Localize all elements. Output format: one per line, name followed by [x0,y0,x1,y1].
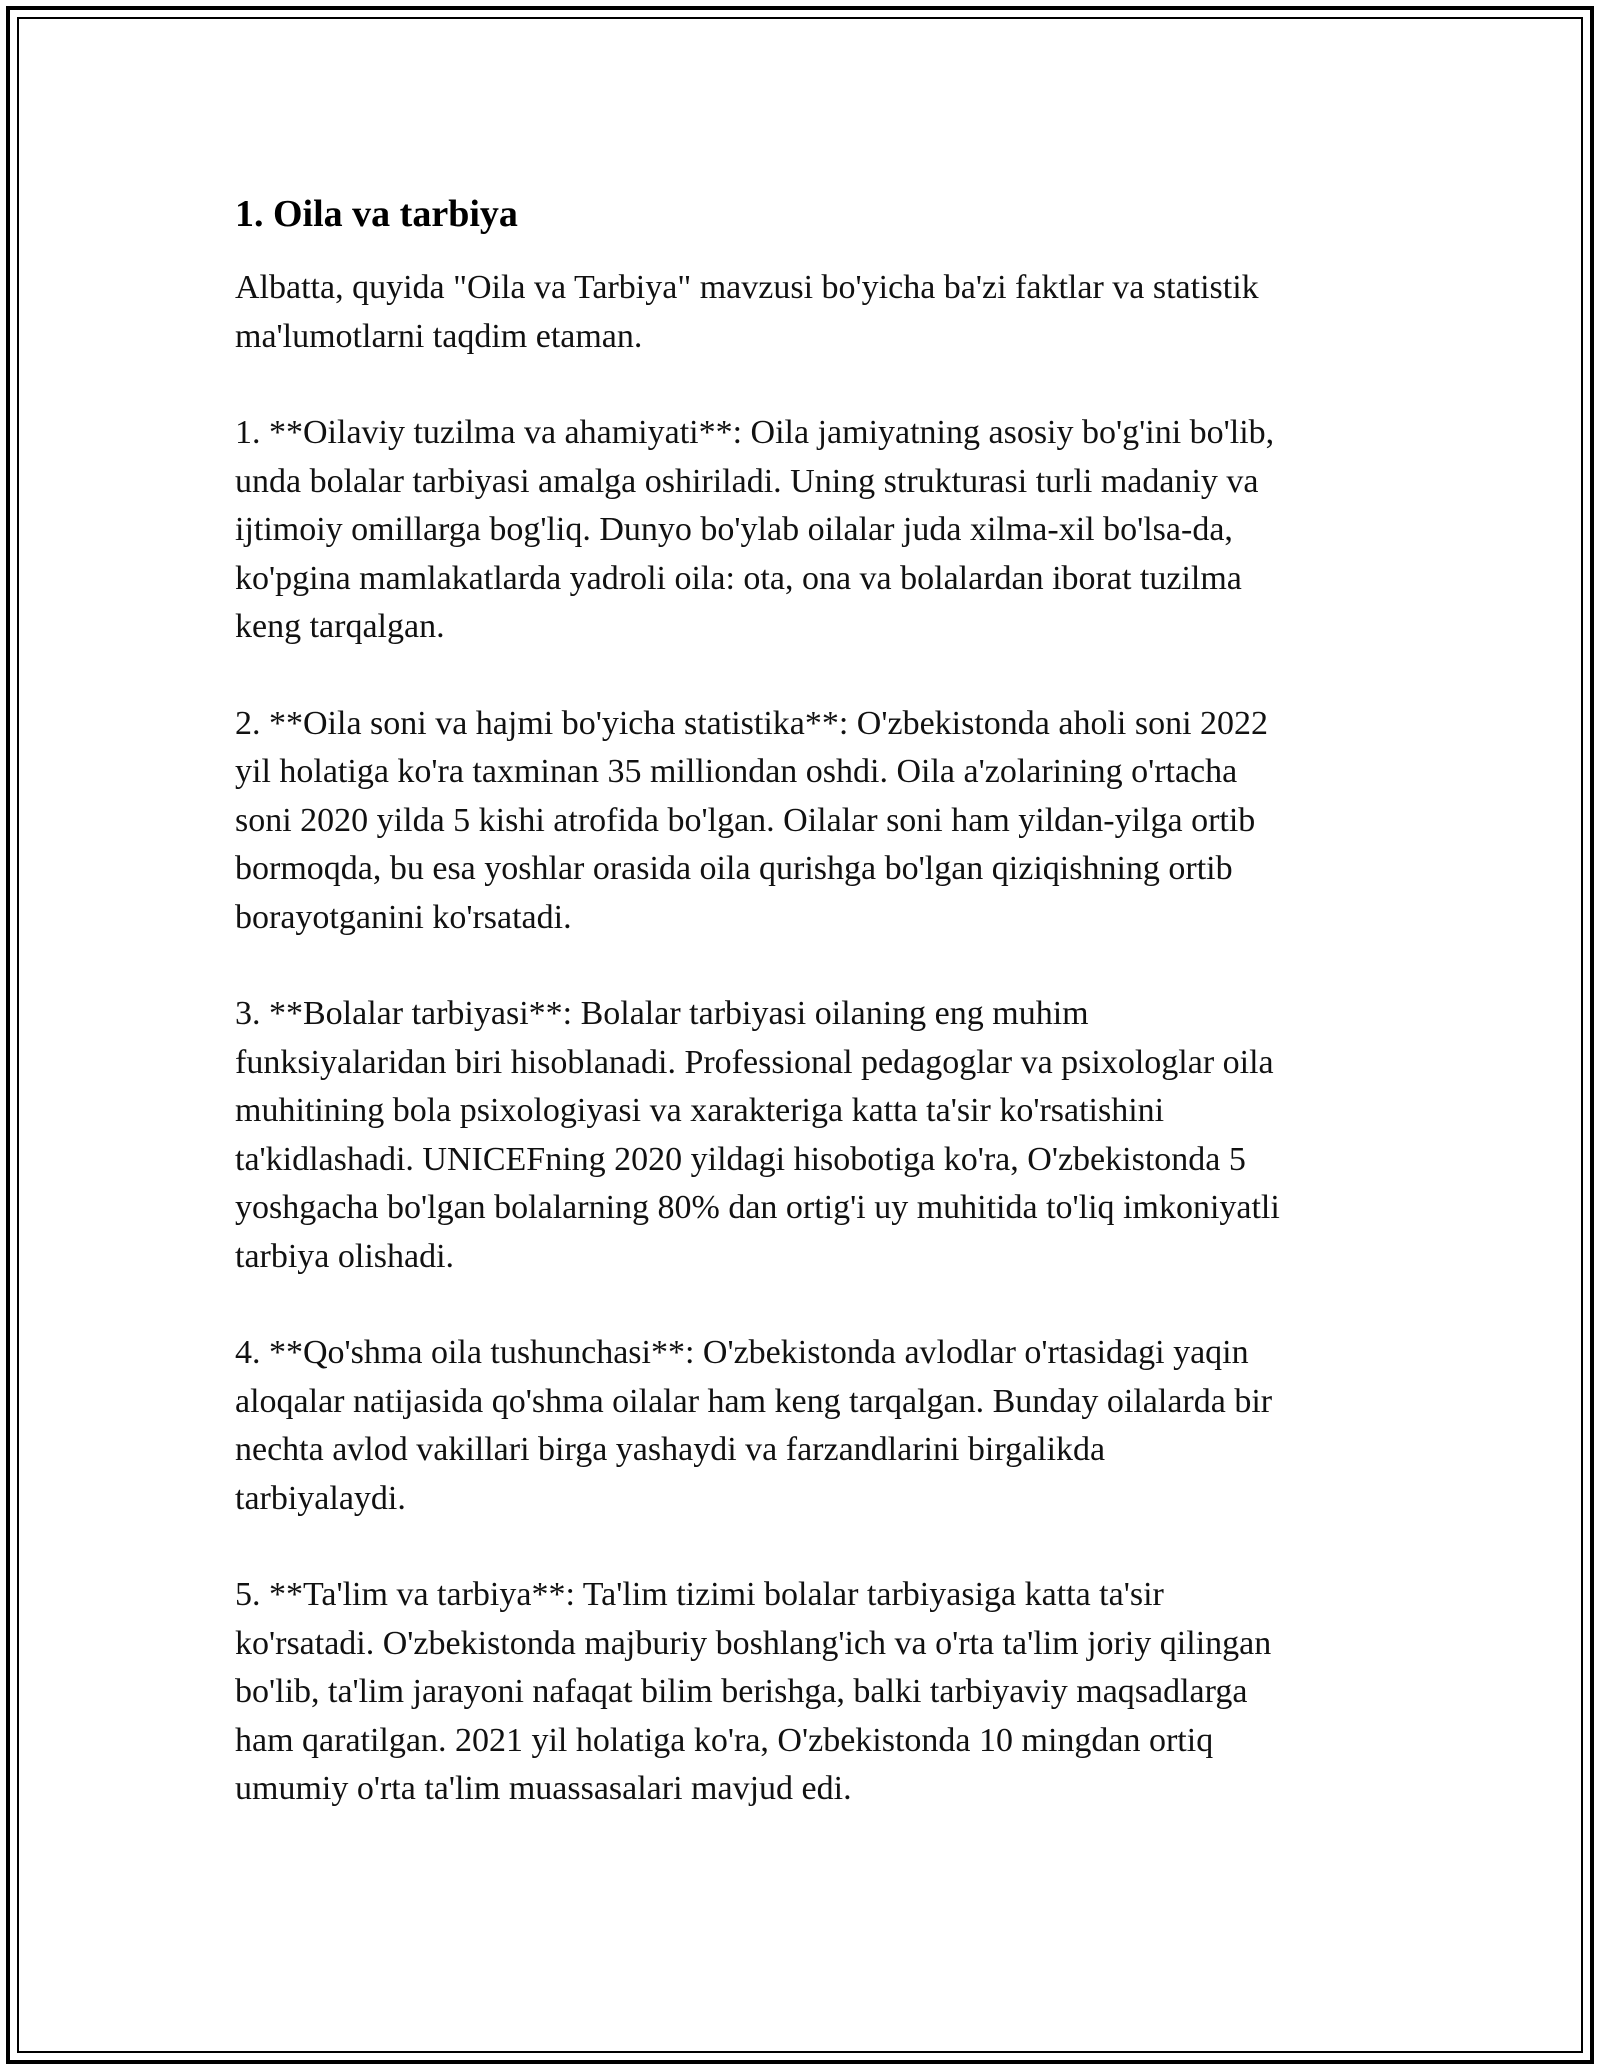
paragraph-extended-family: 4. **Qo'shma oila tushunchasi**: O'zbekistonda avlodlar o'rtasidagi yaqin aloqalar natijasida qo'shma oilalar ham keng tarqalgan. Bunday oilalarda bir nechta avlod vakillari birga yashaydi va farzandlarini birgalikda tarbiyalaydi. [235,1334,1273,1517]
document-title: 1. Oila va tarbiya [235,193,518,235]
paragraph-child-upbringing: 3. **Bolalar tarbiyasi**: Bolalar tarbiyasi oilaning eng muhim funksiyalaridan biri hisoblanadi. Professional pedagoglar va psixologlar oila muhitining bola psixologiyasi va xarakteriga katta ta'sir ko'rsatishini ta'kidlashadi. UNICEFning 2020 yildagi hisobotiga ko'ra, O'zbekistonda 5 yoshgacha bo'lgan bolalarning 80% dan ortig'i uy muhitida to'liq imkoniyatli tarbiya olishadi. [235,995,1280,1275]
paragraph-education: 5. **Ta'lim va tarbiya**: Ta'lim tizimi bolalar tarbiyasiga katta ta'sir ko'rsatadi. O'zbekistonda majburiy boshlang'ich va o'rta ta'lim joriy qilingan bo'lib, ta'lim jarayoni nafaqat bilim berishga, balki tarbiyaviy maqsadlarga ham qaratilgan. 2021 yil holatiga ko'ra, O'zbekistonda 10 mingdan ortiq umumiy o'rta ta'lim muassasalari mavjud edi. [235,1576,1272,1807]
paragraph-family-statistics: 2. **Oila soni va hajmi bo'yicha statistika**: O'zbekistonda aholi soni 2022 yil holatiga ko'ra taxminan 35 milliondan oshdi. Oila a'zolarining o'rtacha soni 2020 yilda 5 kishi atrofida bo'lgan. Oilalar soni ham yildan-yilga ortib bormoqda, bu esa yoshlar orasida oila qurishga bo'lgan qiziqishning ortib borayotganini ko'rsatadi. [235,704,1269,936]
paragraph-family-structure: 1. **Oilaviy tuzilma va ahamiyati**: Oila jamiyatning asosiy bo'g'ini bo'lib, unda bolalar tarbiyasi amalga oshiriladi. Uning strukturasi turli madaniy va ijtimoiy omillarga bog'liq. Dunyo bo'ylab oilalar juda xilma-xil bo'lsa-da, ko'pgina mamlakatlarda yadroli oila: ota, ona va bolalardan iborat tuzilma keng tarqalgan. [235,414,1275,645]
intro-paragraph: Albatta, quyida "Oila va Tarbiya" mavzusi bo'yicha ba'zi faktlar va statistik ma'lumotlarni taqdim etaman. [235,269,1259,355]
document-body [235,186,1385,1862]
